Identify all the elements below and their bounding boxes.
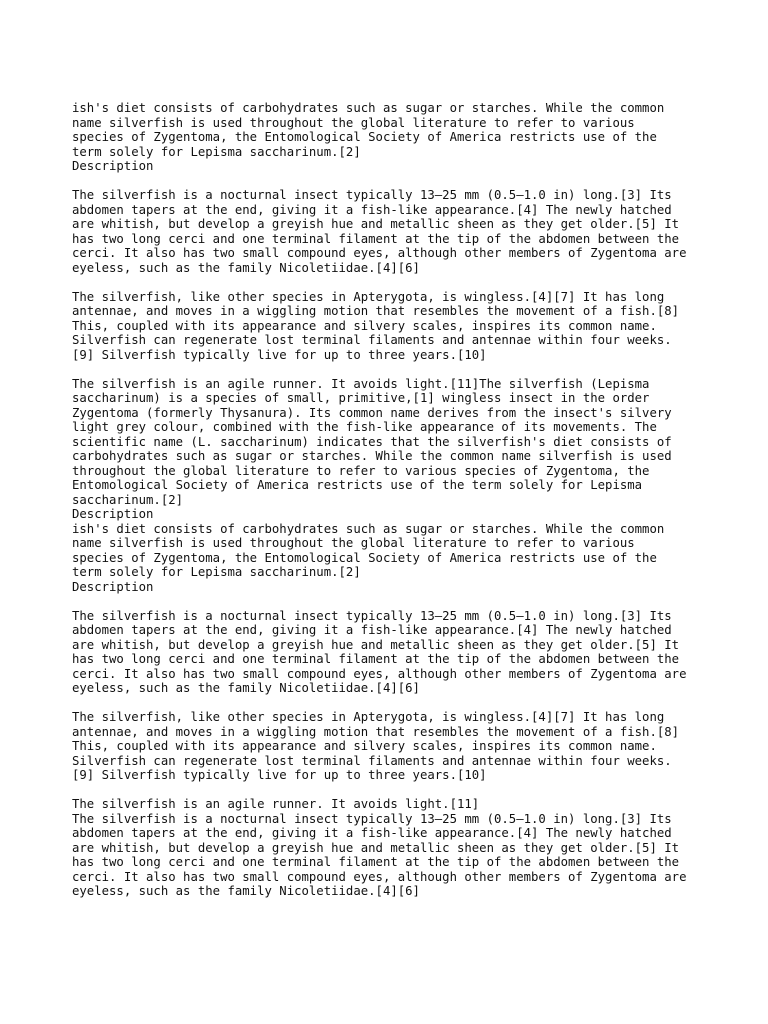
paragraph-gap [72,362,712,377]
paragraph-diet-intro: ish's diet consists of carbohydrates such as sugar or starches. While the common name silverfish is used throughout the global literature to refer to various species of Zygentoma, the Entomological Society of America restricts use of the term solely for Lepisma saccharinum.[2] Description [72,101,665,173]
paragraph-agile-runner: The silverfish is an agile runner. It avoids light.[11]The silverfish (Lepisma saccharinum) is a species of small, primitive,[1] wingless insect in the order Zygentoma (formerly Thysanura). Its common name derives from the insect's silvery light grey colour, combined with the fish-like appearance of its movements. The scientific name (L. saccharinum) indicates that the silverfish's diet consists of carbohydrates such as sugar or starches. While the common name silverfish is used throughout the global literature to refer to various species of Zygentoma, the Entomological Society of America restricts use of the term solely for Lepisma saccharinum.[2] Description ish's diet consists of carbohydrates such as sugar or starches. While the common name silverfish is used throughout the global literature to refer to various species of Zygentoma, the Entomological Society of America restricts use of the term solely for Lepisma saccharinum.[2] Description [72,376,672,594]
paragraph-gap [72,174,712,189]
paragraph-wingless: The silverfish, like other species in Apterygota, is wingless.[4][7] It has long antennae, and moves in a wiggling motion that resembles the movement of a fish.[8] This, coupled with its appearance and silvery scales, inspires its common name. Silverfish can regenerate lost terminal filaments and antennae within four weeks. [9] Silverfish typically live for up to three years.[10] [72,289,680,362]
paragraph-gap [72,594,712,609]
paragraph-gap [72,696,712,711]
paragraph-gap [72,275,712,290]
document-body [72,101,712,899]
paragraph-description-repeat: The silverfish is a nocturnal insect typically 13–25 mm (0.5–1.0 in) long.[3] Its abdomen tapers at the end, giving it a fish-like appearance.[4] The newly hatched are whitish, but develop a greyish hue and metallic sheen as they get older.[5] It has two long cerci and one terminal filament at the tip of the abdomen between the cerci. It also has two small compound eyes, although other members of Zygentoma are eyeless, such as the family Nicoletiidae.[4][6] [72,608,687,695]
paragraph-wingless-repeat: The silverfish, like other species in Apterygota, is wingless.[4][7] It has long antennae, and moves in a wiggling motion that resembles the movement of a fish.[8] This, coupled with its appearance and silvery scales, inspires its common name. Silverfish can regenerate lost terminal filaments and antennae within four weeks. [9] Silverfish typically live for up to three years.[10] [72,710,680,782]
paragraph-agile-runner-repeat: The silverfish is an agile runner. It avoids light.[11] The silverfish is a nocturnal insect typically 13–25 mm (0.5–1.0 in) long.[3] Its abdomen tapers at the end, giving it a fish-like appearance.[4] The newly hatched are whitish, but develop a greyish hue and metallic sheen as they get older.[5] It has two long cerci and one terminal filament at the tip of the abdomen between the cerci. It also has two small compound eyes, although other members of Zygentoma are eyeless, such as the family Nicoletiidae.[4][6] [72,797,687,898]
paragraph-description: The silverfish is a nocturnal insect typically 13–25 mm (0.5–1.0 in) long.[3] Its abdomen tapers at the end, giving it a fish-like appearance.[4] The newly hatched are whitish, but develop a greyish hue and metallic sheen as they get older.[5] It has two long cerci and one terminal filament at the tip of the abdomen between the cerci. It also has two small compound eyes, although other members of Zygentoma are eyeless, such as the family Nicoletiidae.[4][6] [72,188,687,275]
paragraph-gap [72,783,712,798]
